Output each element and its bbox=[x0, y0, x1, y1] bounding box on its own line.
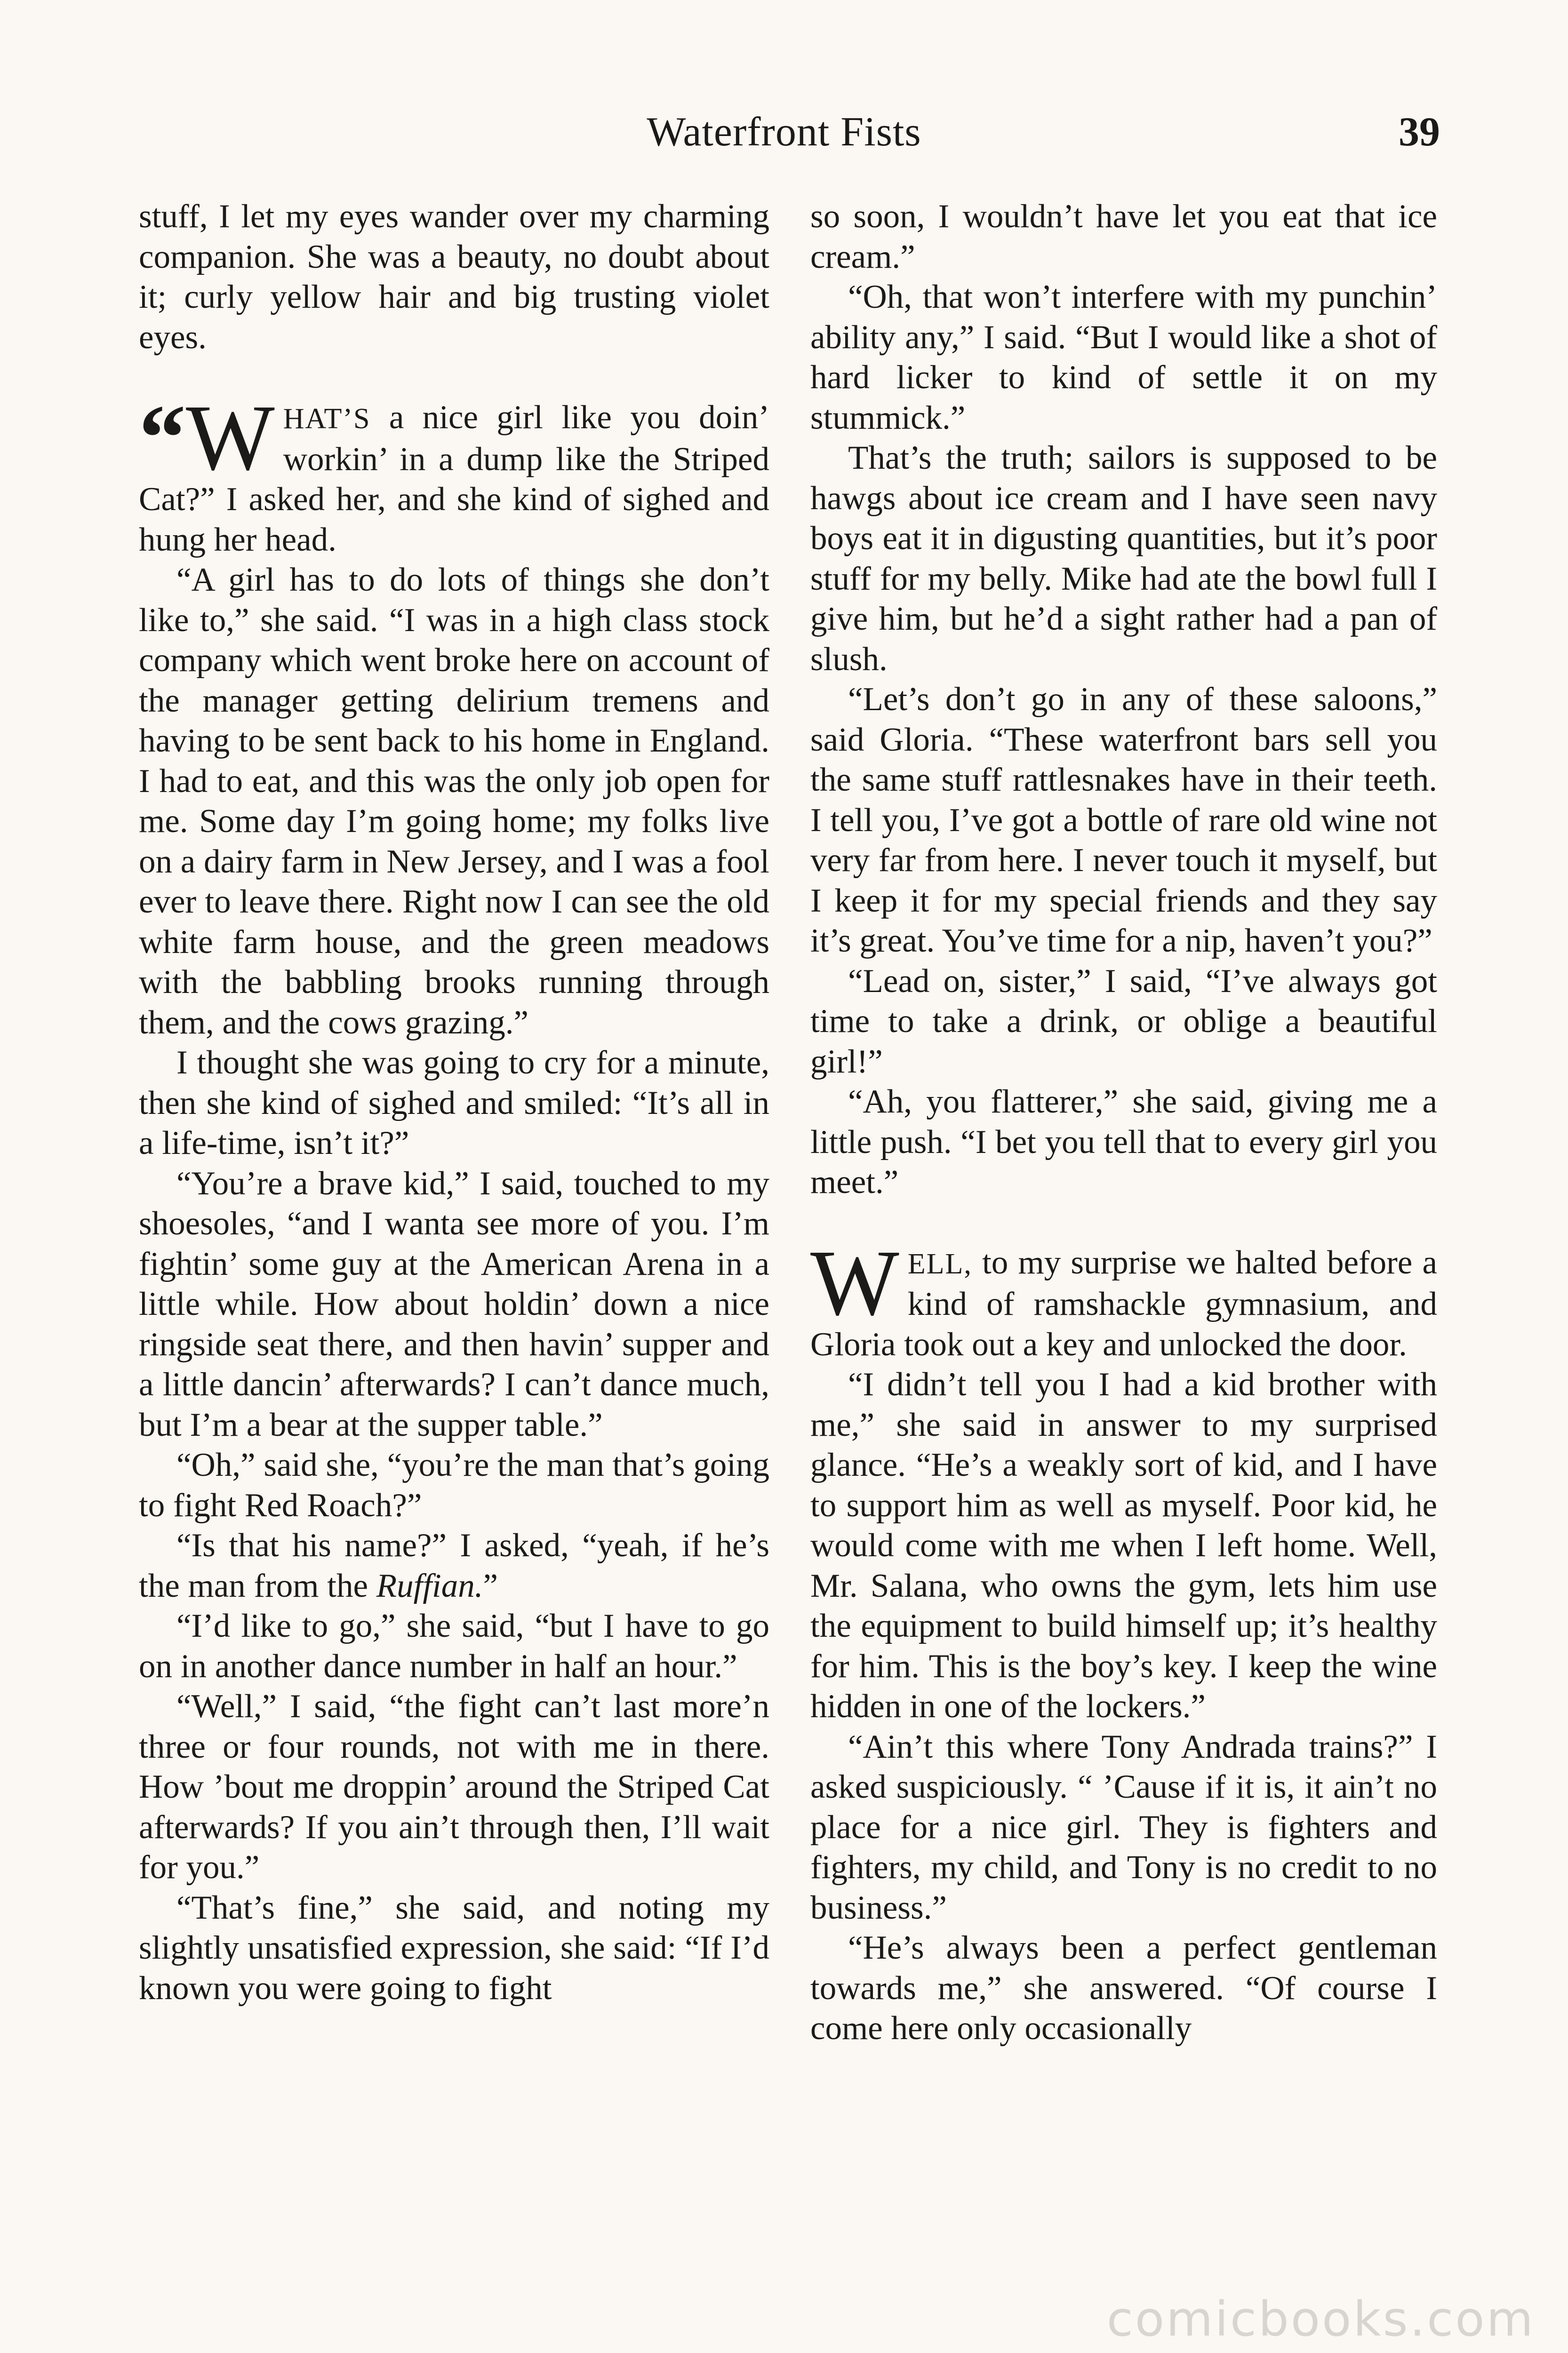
paragraph: so soon, I wouldn’t have let you eat that ice cream.” bbox=[810, 198, 1437, 275]
paragraph: “That’s fine,” she said, and noting my slightly unsatisfied expression, she said: “If I’d known you were going to fight bbox=[139, 1889, 769, 2007]
paragraph-text: ” bbox=[483, 1567, 498, 1604]
section-start-paragraph bbox=[810, 1231, 1437, 1365]
paragraph: “Oh, that won’t interfere with my punchin’ ability any,” I said. “But I would like a shot of hard licker to kind of settle it on my stummick.” bbox=[810, 279, 1437, 436]
paragraph: I thought she was going to cry for a minute, then she kind of sighed and smiled: “It’s all in a life-time, isn’t it?” bbox=[139, 1044, 769, 1161]
site-watermark: comicbooks.com bbox=[1106, 2291, 1535, 2347]
running-title: Waterfront Fists bbox=[647, 109, 921, 155]
page-header bbox=[0, 108, 1568, 169]
paragraph: “Ah, you flatterer,” she said, giving me a little push. “I bet you tell that to every girl you meet.” bbox=[810, 1083, 1437, 1201]
paragraph: That’s the truth; sailors is supposed to be hawgs about ice cream and I have seen navy boys eat it in digusting quantities, but it’s poor stuff for my belly. Mike had ate the bowl full I give him, but he’d a sight rather had a pan of slush. bbox=[810, 440, 1437, 678]
drop-cap-letter: W bbox=[810, 1231, 899, 1335]
section-start-paragraph bbox=[139, 386, 769, 560]
small-caps-lead: HAT’S bbox=[283, 403, 371, 435]
paragraph: “Oh,” said she, “you’re the man that’s going to fight Red Roach?” bbox=[139, 1447, 769, 1524]
paragraph: “Ain’t this where Tony Andrada trains?” I asked suspiciously. “ ’Cause if it is, it ain’t no place for a nice girl. They is fighters and fighters, my child, and Tony is no credit to no business.” bbox=[810, 1728, 1437, 1926]
paragraph: stuff, I let my eyes wander over my charming companion. She was a beauty, no doubt about it; curly yellow hair and big trusting violet eyes. bbox=[139, 198, 769, 356]
left-column bbox=[139, 197, 769, 2009]
ship-name: Ruffian. bbox=[376, 1567, 483, 1604]
paragraph: “Lead on, sister,” I said, “I’ve always got time to take a drink, or oblige a beautiful girl!” bbox=[810, 962, 1437, 1080]
right-column bbox=[810, 197, 1437, 2049]
paragraph: “A girl has to do lots of things she don’t like to,” she said. “I was in a high class stock company which went broke here on account of the manager getting delirium tremens and having to be sent back to his home in England. I had to eat, and this was the only job open for me. Some day I’m going home; my folks live on a dairy farm in New Jersey, and I was a fool ever to leave there. Right now I can see the old white farm house, and the green meadows with the babbling brooks running through them, and the cows grazing.” bbox=[139, 561, 769, 1041]
paragraph bbox=[139, 1526, 769, 1606]
page-number: 39 bbox=[1399, 109, 1440, 155]
paragraph-text: a nice girl like you doin’ workin’ in a dump like the Striped Cat?” I asked her, and she kind of sighed and hung her head. bbox=[139, 399, 769, 558]
paragraph: “I’d like to go,” she said, “but I have to go on in another dance number in half an hour.” bbox=[139, 1608, 769, 1685]
paragraph: “Let’s don’t go in any of these saloons,” said Gloria. “These waterfront bars sell you the same stuff rattlesnakes have in their teeth. I tell you, I’ve got a bottle of rare old wine not very far from here. I never touch it myself, but I keep it for my special friends and they say it’s great. You’ve time for a nip, haven’t you?” bbox=[810, 681, 1437, 959]
paragraph: “Well,” I said, “the fight can’t last more’n three or four rounds, not with me in there. How ’bout me droppin’ around the Striped Cat afterwards? If you ain’t through then, I’ll wait for you.” bbox=[139, 1688, 769, 1886]
paragraph: “I didn’t tell you I had a kid brother with me,” she said in answer to my surprised glance. “He’s a weakly sort of kid, and I have to support him as well as myself. Poor kid, he would come with me when I left home. Well, Mr. Salana, who owns the gym, lets him use the equipment to build himself up; it’s healthy for him. This is the boy’s key. I keep the wine hidden in one of the lockers.” bbox=[810, 1366, 1437, 1725]
paragraph-text: to my surprise we halted before a kind of ramshackle gymnasium, and Gloria took out a key and unlocked the door. bbox=[810, 1244, 1437, 1363]
drop-cap-letter: W bbox=[186, 386, 275, 490]
paragraph: “You’re a brave kid,” I said, touched to my shoesoles, “and I wanta see more of you. I’m fightin’ some guy at the American Arena in a little while. How about holdin’ down a nice ringside seat there, and then havin’ supper and a little dancin’ afterwards? I can’t dance much, but I’m a bear at the supper table.” bbox=[139, 1165, 769, 1443]
paragraph-text: “Is that his name?” I asked, “yeah, if he’s the man from the bbox=[139, 1527, 769, 1604]
small-caps-lead: ELL, bbox=[907, 1248, 972, 1280]
paragraph: “He’s always been a perfect gentleman towards me,” she answered. “Of course I come here only occasionally bbox=[810, 1929, 1437, 2047]
drop-cap bbox=[139, 386, 275, 490]
drop-cap-quote: “ bbox=[139, 386, 186, 490]
